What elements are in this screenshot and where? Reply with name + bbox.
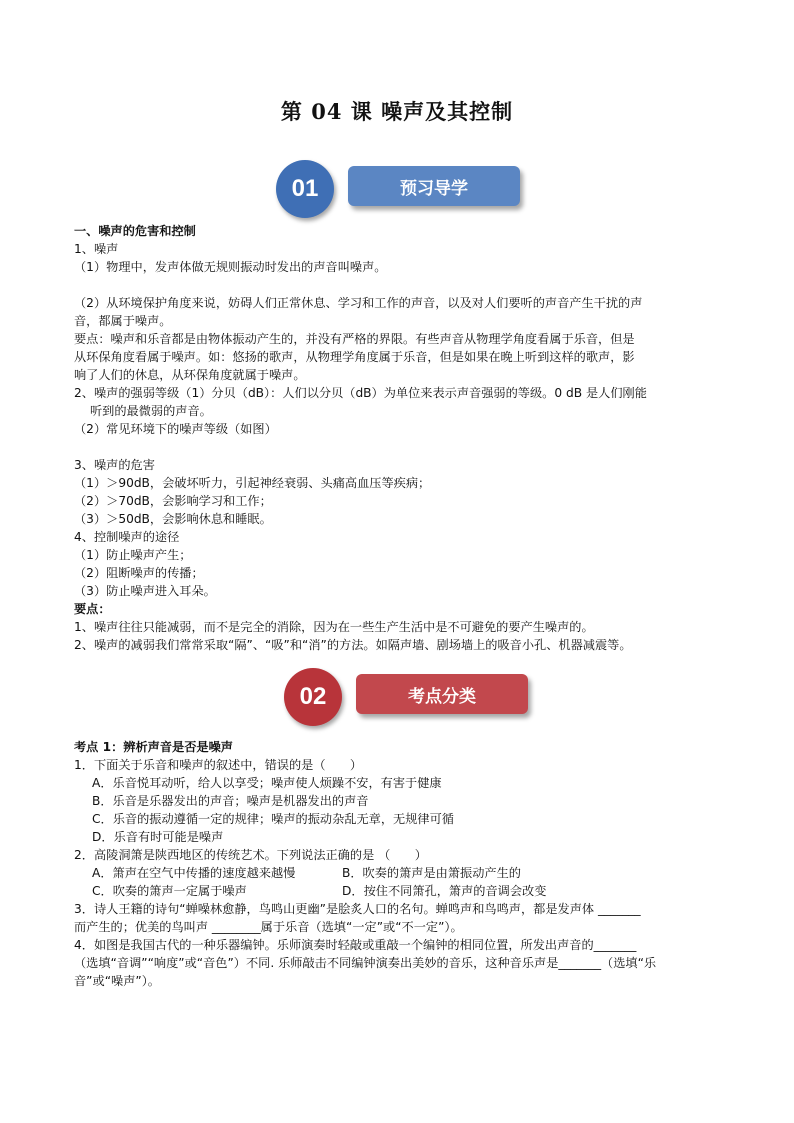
option-row: [74, 882, 724, 900]
section-heading: 考点 1：辨析声音是否是噪声: [74, 740, 233, 754]
question-option: D．乐音有时可能是噪声: [92, 830, 224, 844]
question-stem: （选填“音调”“响度”或“音色”）不同. 乐师敲击不同编钟演奏出美妙的音乐，这种音乐声是_______（选填“乐: [74, 956, 657, 970]
text-line: 2、噪声的减弱我们常常采取“隔”、“吸”和“消”的方法。如隔声墙、剧场墙上的吸音小孔、机器减震等。: [74, 638, 632, 652]
section-label: 考点分类: [356, 674, 528, 714]
question-option: A．乐音悦耳动听，给人以享受；噪声使人烦躁不安，有害于健康: [92, 776, 442, 790]
section-number-badge: 02: [284, 668, 342, 726]
text-line: （1）＞90dB，会破坏听力，引起神经衰弱、头痛高血压等疾病；: [74, 476, 431, 490]
option-row: [74, 864, 724, 882]
text-line: 要点：: [74, 602, 111, 616]
question-option: B．乐音是乐器发出的声音；噪声是机器发出的声音: [92, 794, 369, 808]
question-option: C．乐音的振动遵循一定的规律；噪声的振动杂乱无章，无规律可循: [92, 812, 454, 826]
text-line: 音，都属于噪声。: [74, 314, 172, 328]
text-line: 听到的最微弱的声音。: [90, 404, 212, 418]
text-line: 1、噪声: [74, 242, 119, 256]
question-stem: 而产生的；优美的鸟叫声 ________属于乐音（选填“一定”或“不一定”）。: [74, 920, 463, 934]
text-line: 3、噪声的危害: [74, 458, 155, 472]
question-stem: 3．诗人王籍的诗句“蝉噪林愈静，鸟鸣山更幽”是脍炙人口的名句。蝉鸣声和鸟鸣声，都是发声体 _______: [74, 902, 641, 916]
question-stem: 音”或“噪声”）。: [74, 974, 160, 988]
text-line: （1）物理中，发声体做无规则振动时发出的声音叫噪声。: [74, 260, 387, 274]
text-line: （3）＞50dB，会影响休息和睡眠。: [74, 512, 272, 526]
question-stem: 4．如图是我国古代的一种乐器编钟。乐师演奏时轻敲或重敲一个编钟的相同位置，所发出声音的_______: [74, 938, 637, 952]
text-line: （2）从环境保护角度来说，妨碍人们正常休息、学习和工作的声音，以及对人们要听的声音产生干扰的声: [74, 296, 643, 310]
preview-section: [74, 222, 724, 654]
question-option: A．箫声在空气中传播的速度越来越慢: [92, 866, 296, 880]
text-line: 要点：噪声和乐音都是由物体振动产生的，并没有严格的界限。有些声音从物理学角度看属于乐音，但是: [74, 332, 635, 346]
text-line: 1、噪声往往只能减弱，而不是完全的消除，因为在一些生产生活中是不可避免的要产生噪声的。: [74, 620, 594, 634]
question-option: C．吹奏的箫声一定属于噪声: [92, 884, 247, 898]
question-option: D．按住不同箫孔，箫声的音调会改变: [342, 884, 547, 898]
text-line: 从环保角度看属于噪声。如：悠扬的歌声，从物理学角度属于乐音，但是如果在晚上听到这样的歌声，影: [74, 350, 635, 364]
exam-points-section: [74, 738, 724, 990]
text-line: （3）防止噪声进入耳朵。: [74, 584, 216, 598]
text-line: 响了人们的休息，从环保角度就属于噪声。: [74, 368, 306, 382]
text-line: （1）防止噪声产生；: [74, 548, 192, 562]
question-option: B．吹奏的箫声是由箫振动产生的: [342, 866, 521, 880]
text-line: （2）常见环境下的噪声等级（如图）: [74, 422, 277, 436]
text-line: 2、噪声的强弱等级（1）分贝（dB）：人们以分贝（dB）为单位来表示声音强弱的等级。0 dB 是人们刚能: [74, 386, 647, 400]
page-title: 第 04 课 噪声及其控制: [280, 99, 514, 124]
section-heading: 一、噪声的危害和控制: [74, 224, 196, 238]
question-stem: 2．高陵洞箫是陕西地区的传统艺术。下列说法正确的是 （ ）: [74, 848, 427, 862]
section-label: 预习导学: [348, 166, 520, 206]
section-number-badge: 01: [276, 160, 334, 218]
text-line: （2）＞70dB，会影响学习和工作；: [74, 494, 272, 508]
question-stem: 1．下面关于乐音和噪声的叙述中，错误的是（ ）: [74, 758, 363, 772]
text-line: （2）阻断噪声的传播；: [74, 566, 204, 580]
text-line: 4、控制噪声的途径: [74, 530, 180, 544]
